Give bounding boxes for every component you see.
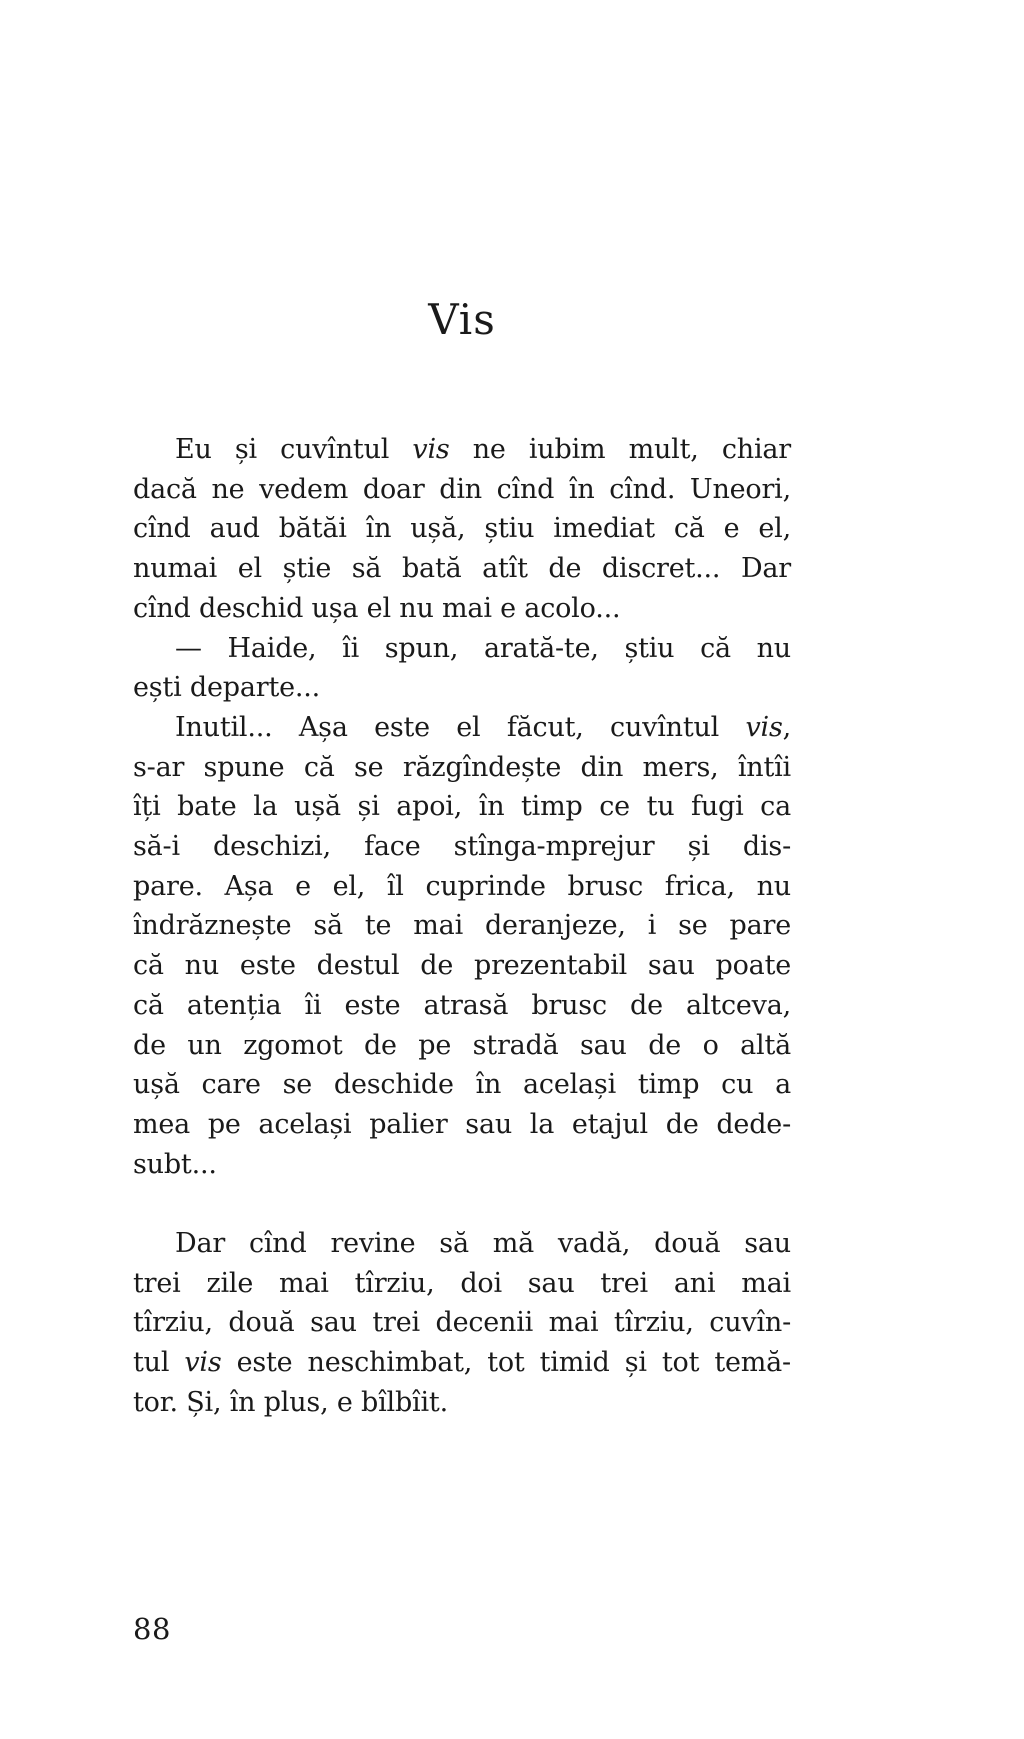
text-segment: este neschimbat, tot timid și tot temă- <box>221 1347 791 1379</box>
text-line <box>133 827 791 867</box>
text-line <box>133 1343 791 1383</box>
page-number: 88 <box>133 1612 171 1646</box>
text-line <box>133 1264 791 1304</box>
body-text <box>133 430 791 1423</box>
page-title: Vis <box>428 295 496 344</box>
text-segment: ușă care se deschide în același timp cu a <box>133 1069 791 1101</box>
text-segment: Dar cînd revine să mă vadă, două sau <box>175 1228 791 1260</box>
text-segment: cînd aud bătăi în ușă, știu imediat că e el, <box>133 513 791 545</box>
paragraph <box>133 708 791 1184</box>
text-line <box>133 1065 791 1105</box>
text-segment: pare. Așa e el, îl cuprinde brusc frica, nu <box>133 870 791 902</box>
text-segment: ne iubim mult, chiar <box>449 434 791 465</box>
text-segment: îți bate la ușă și apoi, în timp ce tu fugi ca <box>133 791 791 823</box>
text-segment: îndrăznește să te mai deranjeze, i se pare <box>133 910 791 942</box>
text-segment: dacă ne vedem doar din cînd în cînd. Uneori, <box>133 473 791 505</box>
text-segment: Eu și cuvîntul <box>175 434 413 465</box>
text-segment: de un zgomot de pe stradă sau de o altă <box>133 1029 791 1061</box>
text-segment: tor. Și, în plus, e bîlbîit. <box>133 1386 448 1418</box>
text-segment: să-i deschizi, face stînga-mprejur și dis- <box>133 831 791 863</box>
paragraph <box>133 629 791 708</box>
italic-word: vis <box>184 1347 222 1379</box>
text-line <box>133 787 791 827</box>
text-line <box>133 748 791 788</box>
text-segment: — Haide, îi spun, arată-te, știu că nu <box>175 632 791 664</box>
text-segment: că atenția îi este atrasă brusc de altceva, <box>133 989 791 1021</box>
text-line <box>133 906 791 946</box>
text-line <box>133 1383 791 1423</box>
text-segment: numai el știe să bată atît de discret... Dar <box>133 553 791 585</box>
paragraph <box>133 1224 791 1423</box>
text-line <box>133 867 791 907</box>
text-line <box>133 1105 791 1145</box>
italic-word: vis <box>412 434 450 465</box>
text-line <box>133 946 791 986</box>
italic-word: vis <box>745 711 783 743</box>
text-segment: tîrziu, două sau trei decenii mai tîrziu, cuvîn- <box>133 1307 791 1339</box>
text-line <box>133 629 791 669</box>
text-line <box>133 470 791 510</box>
text-line <box>133 589 791 629</box>
text-segment: Inutil... Așa este el făcut, cuvîntul <box>175 711 746 743</box>
text-segment: ești departe... <box>133 672 321 704</box>
paragraph <box>133 430 791 629</box>
text-segment: mea pe același palier sau la etajul de dede- <box>133 1108 791 1140</box>
text-segment: trei zile mai tîrziu, doi sau trei ani mai <box>133 1267 791 1299</box>
text-line <box>133 1026 791 1066</box>
text-segment: s-ar spune că se răzgîndește din mers, întîi <box>133 751 791 783</box>
text-segment: cînd deschid ușa el nu mai e acolo... <box>133 592 621 624</box>
text-line <box>133 549 791 589</box>
text-line <box>133 708 791 748</box>
text-line <box>133 986 791 1026</box>
text-line <box>133 430 791 470</box>
text-line <box>133 668 791 708</box>
text-line <box>133 509 791 549</box>
text-segment: că nu este destul de prezentabil sau poate <box>133 950 791 982</box>
text-line <box>133 1145 791 1185</box>
text-segment: subt... <box>133 1148 217 1180</box>
text-segment: , <box>782 711 791 743</box>
text-segment: tul <box>133 1347 185 1379</box>
text-line <box>133 1224 791 1264</box>
text-line <box>133 1303 791 1343</box>
